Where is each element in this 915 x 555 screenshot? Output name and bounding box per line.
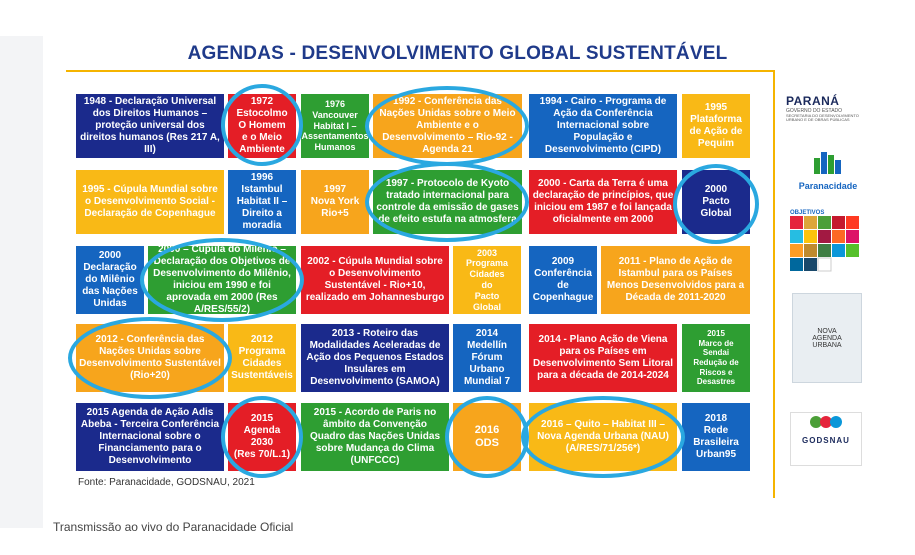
source-note: Fonte: Paranacidade, GODSNAU, 2021 (78, 477, 255, 488)
box-1992: 1992 - Conferência das Nações Unidas sobre o Meio Ambiente e o Desenvolvimento – Rio-92 - Agenda 21 (373, 94, 522, 158)
parana-logo-sub: GOVERNO DO ESTADO (786, 108, 843, 114)
highlight-ring-1992 (365, 86, 529, 166)
highlight-ring-2000-cupula (140, 238, 304, 322)
box-2012-programa: 2012 Programa Cidades Sustentáveis (228, 324, 296, 392)
nau-line2: AGENDA (812, 334, 842, 342)
paranacidade-logo (796, 150, 860, 198)
box-2000-declaracao: 2000 Declaração do Milênio das Nações Unidas (76, 246, 144, 314)
box-2014-medellin: 2014 Medellín Fórum Urbano Mundial 7 (453, 324, 521, 392)
box-2009: 2009 Conferência de Copenhague (529, 246, 597, 314)
box-2014-viena: 2014 - Plano Ação de Viena para os Países em Desenvolvimento Sem Litoral para a década de 2014-2024 (529, 324, 677, 392)
box-2000-cupula: 2000 – Cúpula do Milênio – Declaração dos Objetivos de Desenvolvimento do Milênio, iniciou em 1990 e foi aprovada em 2000 (Res A/RES/55/2) (148, 246, 296, 314)
box-2003: 2003 Programa Cidades do Pacto Global (453, 246, 521, 314)
accent-line-vertical (773, 70, 775, 498)
box-2015-sendai: 2015 Marco de Sendai Redução de Riscos e Desastres (682, 324, 750, 392)
box-2015-agenda2030: 2015 Agenda 2030 (Res 70/L.1) (228, 403, 296, 471)
paranacidade-icon (810, 150, 846, 176)
box-1948: 1948 - Declaração Universal dos Direitos Humanos – proteção universal dos direitos humanos (Res 217 A, III) (76, 94, 224, 158)
box-1976: 1976 Vancouver Habitat I – Assentamentos Humanos (301, 94, 369, 158)
box-2016-ods: 2016 ODS (453, 403, 521, 471)
godsnau-text: GODSNAU (802, 436, 850, 445)
page-title: AGENDAS - DESENVOLVIMENTO GLOBAL SUSTENTÁVEL (187, 43, 728, 64)
video-caption: Transmissão ao vivo do Paranacidade Oficial (53, 520, 294, 534)
box-2000-carta: 2000 - Carta da Terra é uma declaração de princípios, que iniciou em 1987 e foi lançada oficialmente em 2000 (529, 170, 677, 234)
box-2011: 2011 - Plano de Ação de Istambul para os Países Menos Desenvolvidos para a Década de 2011-2020 (601, 246, 750, 314)
highlight-ring-2012 (68, 317, 232, 399)
parana-logo-text: PARANÁ (786, 94, 840, 108)
background-strip (0, 36, 43, 528)
highlight-ring-1997 (365, 162, 529, 242)
highlight-ring-2016-ods (445, 396, 529, 478)
box-1997-kyoto: 1997 - Protocolo de Kyoto tratado internacional para controle da emissão de gases de efeito estufa na atmosfera (373, 170, 522, 234)
paranacidade-text: Paranacidade (798, 181, 858, 191)
box-2000-pacto: 2000 Pacto Global (682, 170, 750, 234)
box-2002: 2002 - Cúpula Mundial sobre o Desenvolvimento Sustentável - Rio+10, realizado em Johannesburgo (301, 246, 449, 314)
accent-line-horizontal (66, 70, 774, 72)
ods-header: OBJETIVOS (790, 210, 825, 216)
box-1996: 1996 Istambul Habitat II – Direito a moradia (228, 170, 296, 234)
godsnau-icon (806, 413, 846, 431)
box-1972: 1972 Estocolmo O Homem e o Meio Ambiente (228, 94, 296, 158)
ods-grid-icon (790, 216, 862, 276)
nau-line1: NOVA (817, 327, 837, 335)
box-1997-ny: 1997 Nova York Rio+5 (301, 170, 369, 234)
nau-logo (792, 293, 862, 383)
box-2013: 2013 - Roteiro das Modalidades Aceleradas de Ação dos Pequenos Estados Insulares em Desenvolvimento (SAMOA) (301, 324, 449, 392)
box-2015-adis-abeba: 2015 Agenda de Ação Adis Abeba - Terceira Conferência Internacional sobre o Financiamento para o Desenvolvimento (76, 403, 224, 471)
highlight-ring-2016-quito (521, 396, 685, 478)
highlight-ring-2015 (221, 396, 303, 478)
highlight-ring-2000-pacto (673, 164, 759, 244)
parana-logo (786, 94, 866, 130)
box-2018: 2018 Rede Brasileira Urban95 (682, 403, 750, 471)
ods-grid-logo (790, 210, 864, 280)
parana-logo-sub2: SECRETARIA DO DESENVOLVIMENTO URBANO E DE OBRAS PÚBLICAS (786, 113, 859, 123)
box-2012-rio20: 2012 - Conferência das Nações Unidas sobre Desenvolvimento Sustentável (Rio+20) (76, 324, 224, 392)
box-2015-paris: 2015 - Acordo de Paris no âmbito da Convenção Quadro das Nações Unidas sobre Mudança do Clima (UNFCCC) (301, 403, 449, 471)
highlight-ring-1972 (221, 84, 303, 166)
box-2016-quito: 2016 – Quito – Habitat III – Nova Agenda Urbana (NAU) (A/RES/71/256*) (529, 403, 677, 471)
box-1994: 1994 - Cairo - Programa de Ação da Conferência Internacional sobre População e Desenvolvimento (CIPD) (529, 94, 677, 158)
box-1995-pequim: 1995 Plataforma de Ação de Pequim (682, 94, 750, 158)
nau-line3: URBANA (812, 341, 842, 349)
godsnau-logo (790, 412, 862, 466)
box-1995-copenhague: 1995 - Cúpula Mundial sobre o Desenvolvimento Social - Declaração de Copenhague (76, 170, 224, 234)
